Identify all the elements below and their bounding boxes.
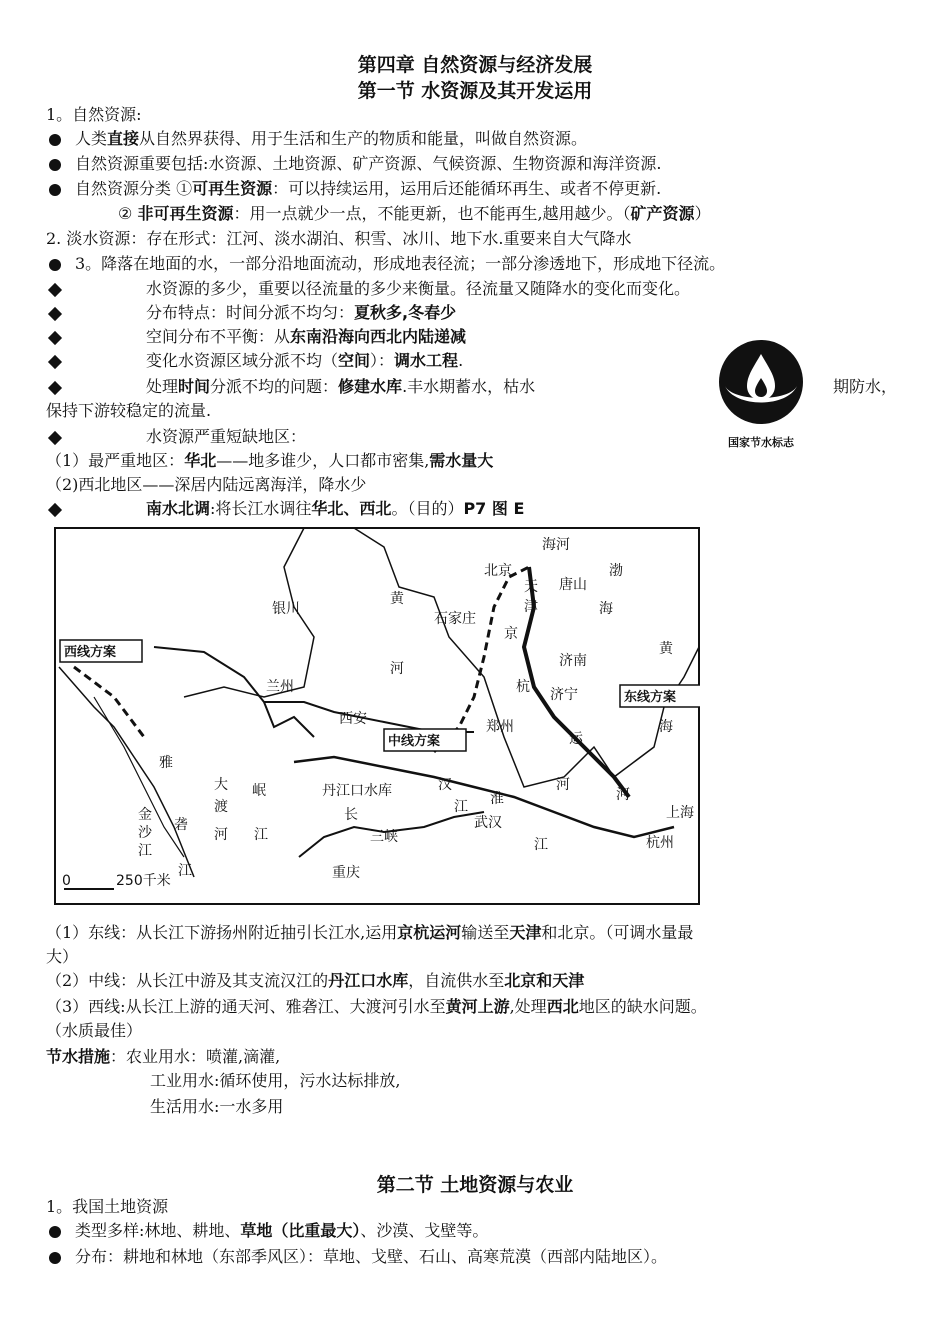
map-label: 天 <box>524 579 538 595</box>
map-label: 重庆 <box>332 865 360 881</box>
bullet-icon <box>49 1226 61 1238</box>
text-line: （1）东线：从长江下游扬州附近抽引长江水,运用京杭运河输送至天津和北京。（可调水量最 <box>46 923 694 942</box>
bullet-icon <box>49 159 61 171</box>
map-label: 杭 <box>516 679 530 695</box>
section-title: 第一节 水资源及其开发运用 <box>357 80 593 102</box>
map-label: 唐山 <box>559 577 587 593</box>
text-line: 2. 淡水资源：存在形式：江河、淡水湖泊、积雪、冰川、地下水.重要来自大气降水 <box>46 229 632 248</box>
diamond-icon <box>48 430 62 444</box>
map-label-middle-route: 中线方案 <box>388 734 441 749</box>
text-line: 节水措施：农业用水：喷灌,滴灌, <box>46 1047 281 1066</box>
diamond-icon <box>48 330 62 344</box>
water-drop-icon <box>711 340 811 426</box>
map-label: 西安 <box>339 711 367 727</box>
water-saving-logo <box>711 340 811 450</box>
map-label: 银川 <box>272 601 300 617</box>
map-label: 江 <box>534 837 548 853</box>
diamond-icon <box>48 306 62 320</box>
text-line: （水质最佳） <box>46 1021 143 1040</box>
map-label: 京 <box>504 626 518 642</box>
text-line: （2）中线：从长江中游及其支流汉江的丹江口水库，自流供水至北京和天津 <box>46 971 585 990</box>
text-line: 大） <box>46 947 79 966</box>
diamond-icon <box>48 380 62 394</box>
map-label: 黄 <box>659 641 673 657</box>
map-label: 砻 <box>174 817 188 833</box>
map-label: 岷 <box>252 783 266 799</box>
text-line: ② 非可再生资源：用一点就少一点，不能更新，也不能再生,越用越少。（矿产资源） <box>118 204 711 223</box>
map-label: 渡 <box>214 799 228 815</box>
bullet-icon <box>49 1252 61 1264</box>
map-label: 运 <box>569 731 583 747</box>
text-line: 水资源的多少，重要以径流量的多少来衡量。径流量又随降水的变化而变化。 <box>46 278 690 300</box>
map-label: 黄 <box>390 591 404 607</box>
text-line: （2)西北地区——深居内陆远离海洋，降水少 <box>46 475 367 494</box>
text-line: 工业用水:循环使用，污水达标排放, <box>150 1071 401 1090</box>
map-label: 河 <box>214 827 228 843</box>
map-label: 河 <box>556 777 570 793</box>
map-label: 海河 <box>542 537 570 553</box>
map-label: 北京 <box>484 563 512 579</box>
south-north-water-diversion-map <box>54 527 700 905</box>
text-line: 生活用水:一水多用 <box>150 1097 284 1116</box>
map-label: 上海 <box>666 805 694 821</box>
map-label: 武汉 <box>474 815 502 831</box>
map-label: 长 <box>344 807 358 823</box>
map-label: 江 <box>454 799 468 815</box>
map-label: 江 <box>138 843 152 859</box>
map-label: 海 <box>599 601 613 617</box>
text-line: 自然资源分类 ①可再生资源：可以持续运用，运用后还能循环再生、或者不停更新. <box>46 178 661 200</box>
text-line: 水资源严重短缺地区： <box>46 426 306 448</box>
text-line: （3）西线:从长江上游的通天河、雅砻江、大渡河引水至黄河上游,处理西北地区的缺水问题。 <box>46 997 707 1016</box>
map-label: 津 <box>524 599 538 615</box>
text-line: 变化水资源区域分派不均（空间）：调水工程. <box>46 350 463 372</box>
map-label: 汉 <box>438 777 452 793</box>
text-line: 自然资源重要包括:水资源、土地资源、矿产资源、气候资源、生物资源和海洋资源. <box>46 153 661 175</box>
map-label: 济宁 <box>550 687 578 703</box>
map-label: 金 <box>138 807 152 823</box>
text-line: 3。降落在地面的水，一部分沿地面流动，形成地表径流；一部分渗透地下，形成地下径流。 <box>46 253 725 275</box>
map-label: 海 <box>659 719 673 735</box>
text-line: 1。自然资源: <box>46 105 142 124</box>
map-label: 江 <box>178 863 192 879</box>
text-line: 类型多样:林地、耕地、草地（比重最大）、沙漠、戈壁等。 <box>46 1220 488 1242</box>
map-label: 石家庄 <box>434 611 476 627</box>
map-label: 三峡 <box>370 829 398 845</box>
map-scale-zero: 0 <box>62 873 71 889</box>
section-title: 第二节 土地资源与农业 <box>376 1174 574 1196</box>
map-label: 江 <box>254 827 268 843</box>
map-label: 郑州 <box>486 719 514 735</box>
text-line: 南水北调:将长江水调往华北、西北。（目的）P7 图 E <box>46 498 524 520</box>
map-label: 河 <box>390 661 404 677</box>
text-line: 人类直接从自然界获得、用于生活和生产的物质和能量，叫做自然资源。 <box>46 128 587 150</box>
diamond-icon <box>48 354 62 368</box>
chapter-title: 第四章 自然资源与经济发展 <box>357 54 593 76</box>
text-line: （1）最严重地区：华北——地多谁少，人口都市密集,需水量大 <box>46 451 494 470</box>
text-line: 1。我国土地资源 <box>46 1197 169 1216</box>
map-label-west-route: 西线方案 <box>64 645 117 660</box>
bullet-icon <box>49 259 61 271</box>
map-label: 丹江口水库 <box>322 783 392 799</box>
text-line: 期防水， <box>833 377 898 396</box>
diamond-icon <box>48 282 62 296</box>
diamond-icon <box>48 502 62 516</box>
map-scale: 250千米 <box>116 873 171 889</box>
map-label: 大 <box>214 777 228 793</box>
map-label: 杭州 <box>646 835 674 851</box>
map-label: 淮 <box>490 791 504 807</box>
bullet-icon <box>49 184 61 196</box>
map-label: 济南 <box>559 653 587 669</box>
bullet-icon <box>49 134 61 146</box>
map-label: 渤 <box>609 563 623 579</box>
text-line: 空间分布不平衡：从东南沿海向西北内陆递减 <box>46 326 466 348</box>
map-label: 兰州 <box>266 679 294 695</box>
map-label: 雅 <box>159 755 173 771</box>
map-label: 沙 <box>138 825 152 841</box>
logo-caption: 国家节水标志 <box>728 436 794 449</box>
text-line: 处理时间分派不均的问题：修建水库.丰水期蓄水，枯水 <box>46 376 535 398</box>
text-line: 保持下游较稳定的流量. <box>46 401 212 420</box>
text-line: 分布：耕地和林地（东部季风区）：草地、戈壁、石山、高寒荒漠（西部内陆地区）。 <box>46 1246 667 1268</box>
text-line: 分布特点：时间分派不均匀：夏秋多,冬春少 <box>46 302 456 324</box>
map-label-east-route: 东线方案 <box>624 690 677 705</box>
map-label: 河 <box>616 787 630 803</box>
